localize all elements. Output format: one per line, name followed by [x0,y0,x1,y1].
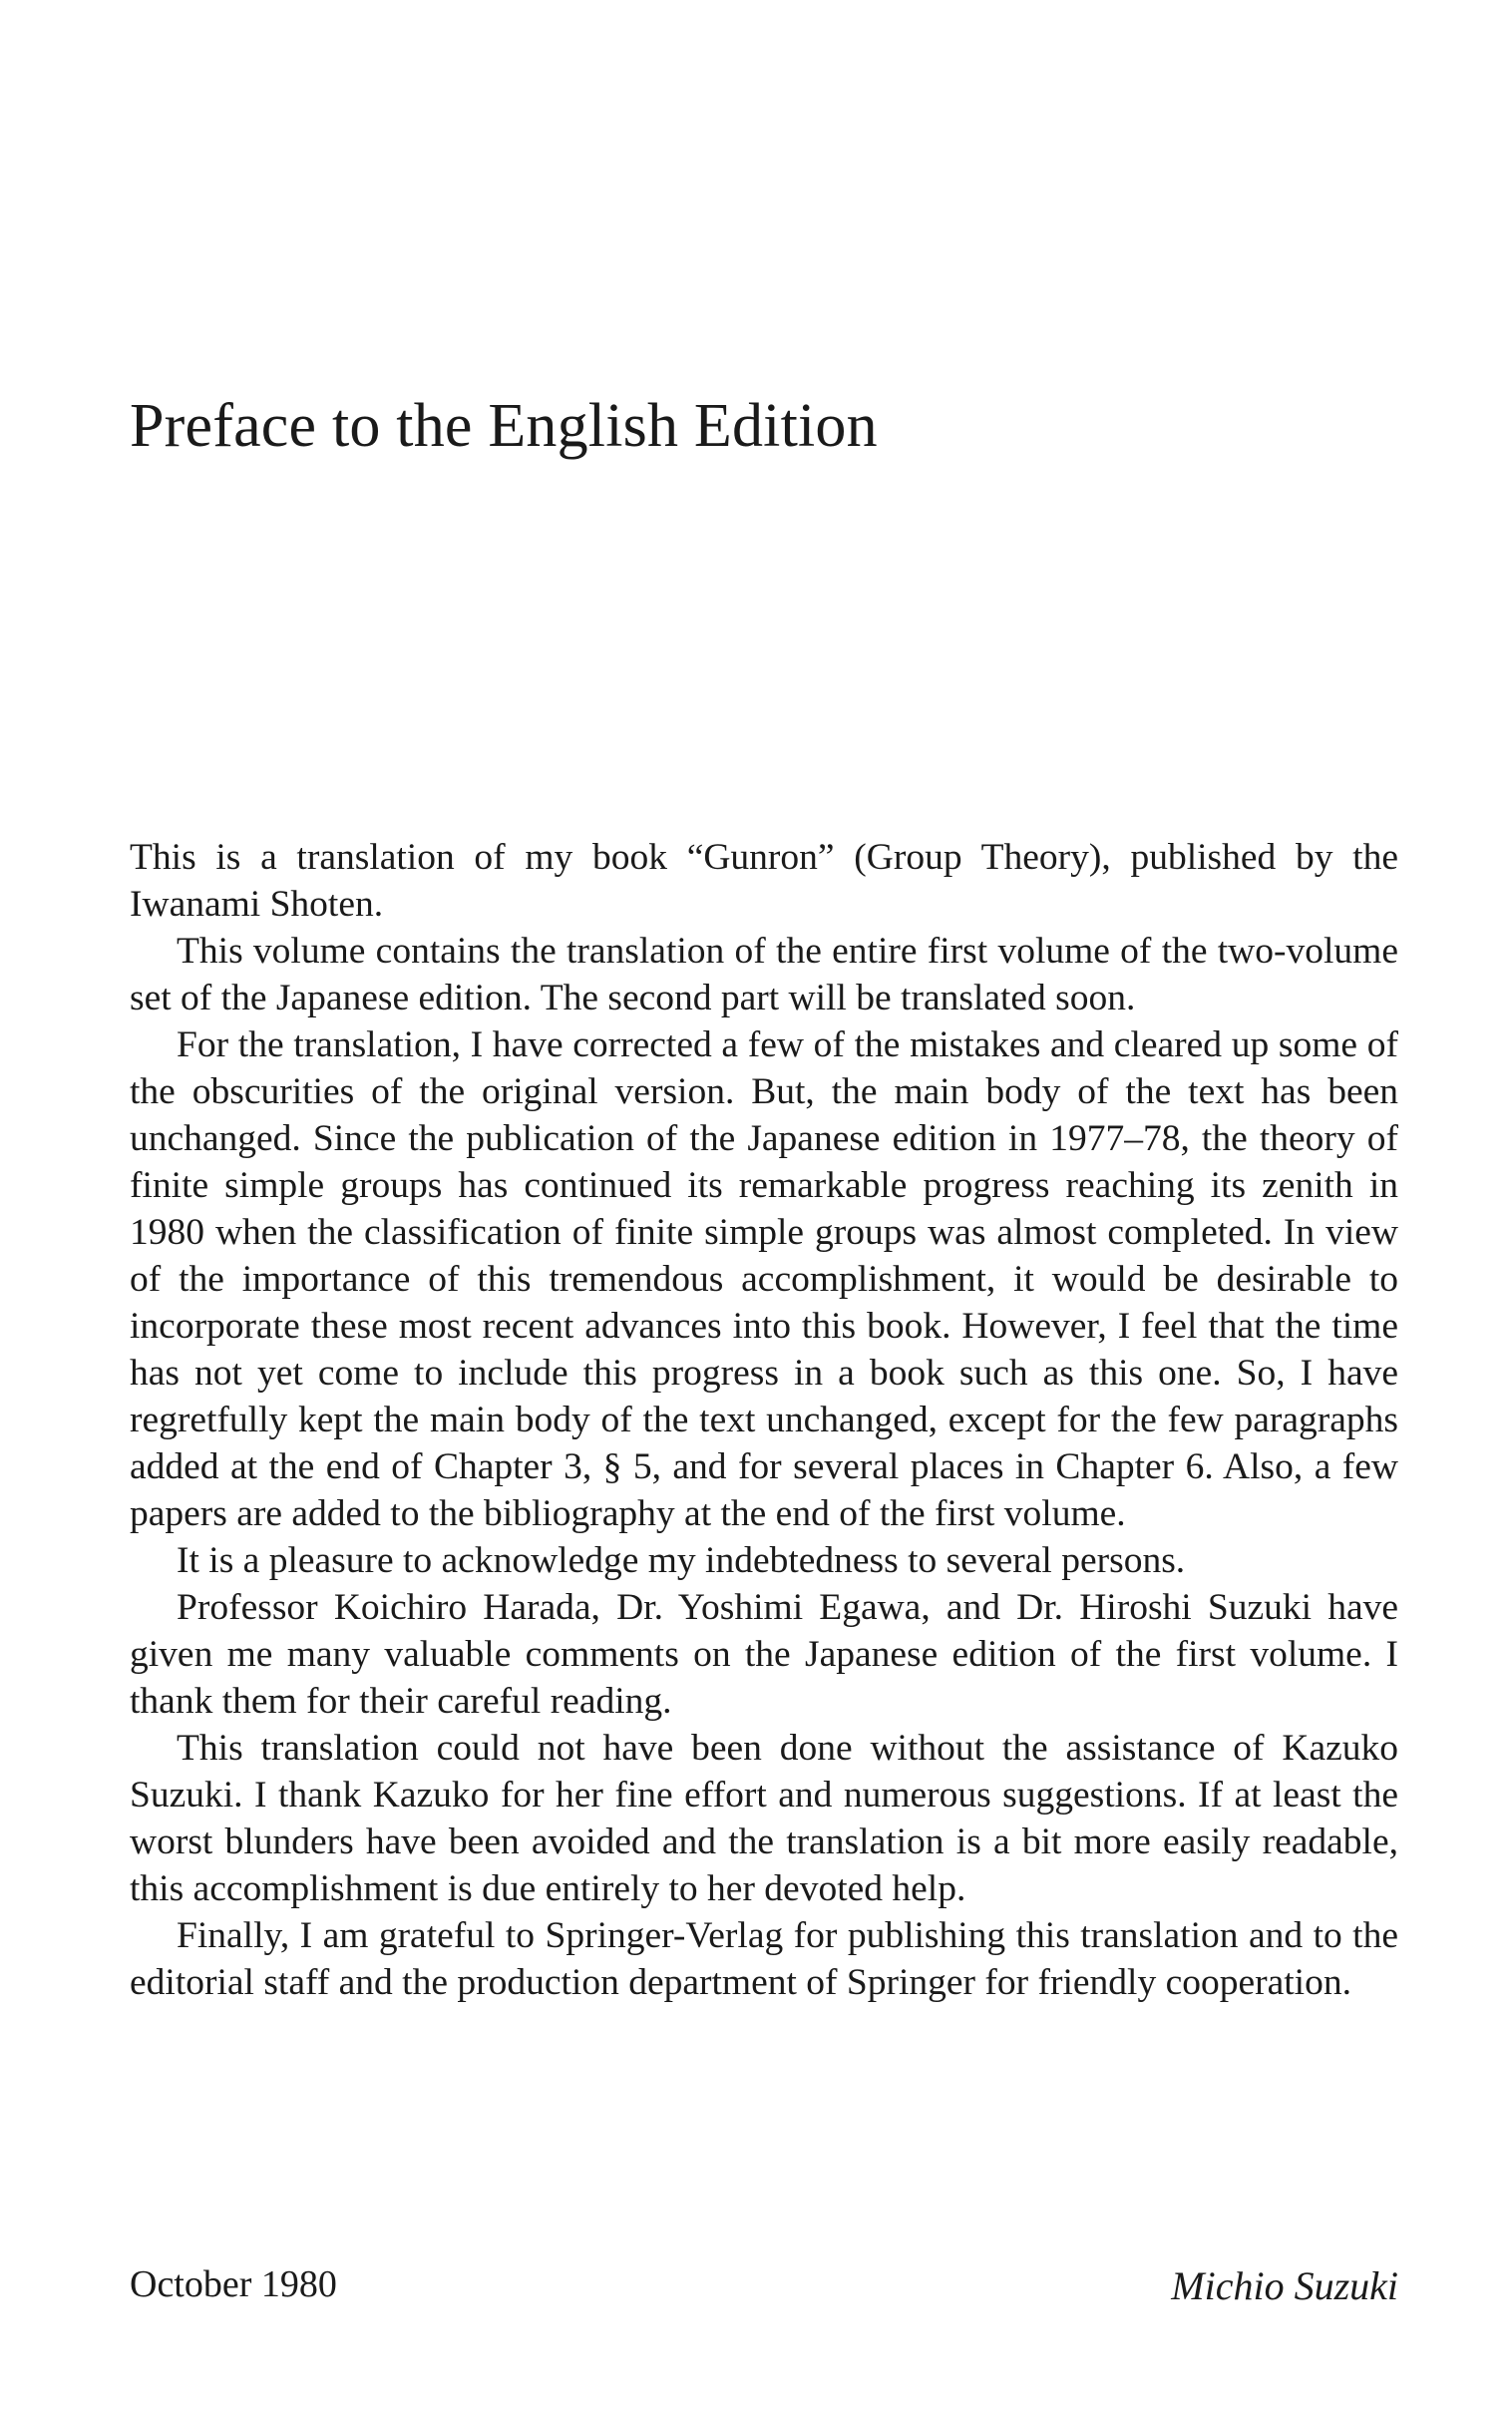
date-line: October 1980 [130,2263,337,2305]
paragraph-1: This is a translation of my book “Gunron” (Group Theory), published by the Iwanami Shoten. [130,837,1398,925]
paragraph-4: It is a pleasure to acknowledge my indebtedness to several persons. [177,1540,1186,1581]
paragraph-6: This translation could not have been done without the assistance of Kazuko Suzuki. I thank Kazuko for her fine effort and numerous suggestions. If at least the worst blunders have been avoided and the translation is a bit more easily readable, this accomplishment is due entirely to her devoted help. [130,1728,1398,1909]
paragraph-2: This volume contains the translation of the entire first volume of the two-volume set of the Japanese edition. The second part will be translated soon. [130,931,1398,1018]
signature-row [130,2262,1398,2322]
preface-body [130,834,1398,2006]
paragraph-7: Finally, I am grateful to Springer-Verlag for publishing this translation and to the editorial staff and the production department of Springer for friendly cooperation. [130,1915,1398,2003]
author-signature: Michio Suzuki [1171,2263,1398,2308]
paragraph-5: Professor Koichiro Harada, Dr. Yoshimi Egawa, and Dr. Hiroshi Suzuki have given me many valuable comments on the Japanese edition of the first volume. I thank them for their careful reading. [130,1587,1398,1722]
page-title: Preface to the English Edition [130,392,878,460]
paragraph-3: For the translation, I have corrected a few of the mistakes and cleared up some of the obscurities of the original version. But, the main body of the text has been unchanged. Since the publication of the Japanese edition in 1977–78, the theory of finite simple groups has continued its remarkable progress reaching its zenith in 1980 when the classification of finite simple groups was almost completed. In view of the importance of this tremendous accomplishment, it would be desirable to incorporate these most recent advances into this book. However, I feel that the time has not yet come to include this progress in a book such as this one. So, I have regretfully kept the main body of the text unchanged, except for the few paragraphs added at the end of Chapter 3, § 5, and for several places in Chapter 6. Also, a few papers are added to the bibliography at the end of the first volume. [130,1024,1398,1534]
